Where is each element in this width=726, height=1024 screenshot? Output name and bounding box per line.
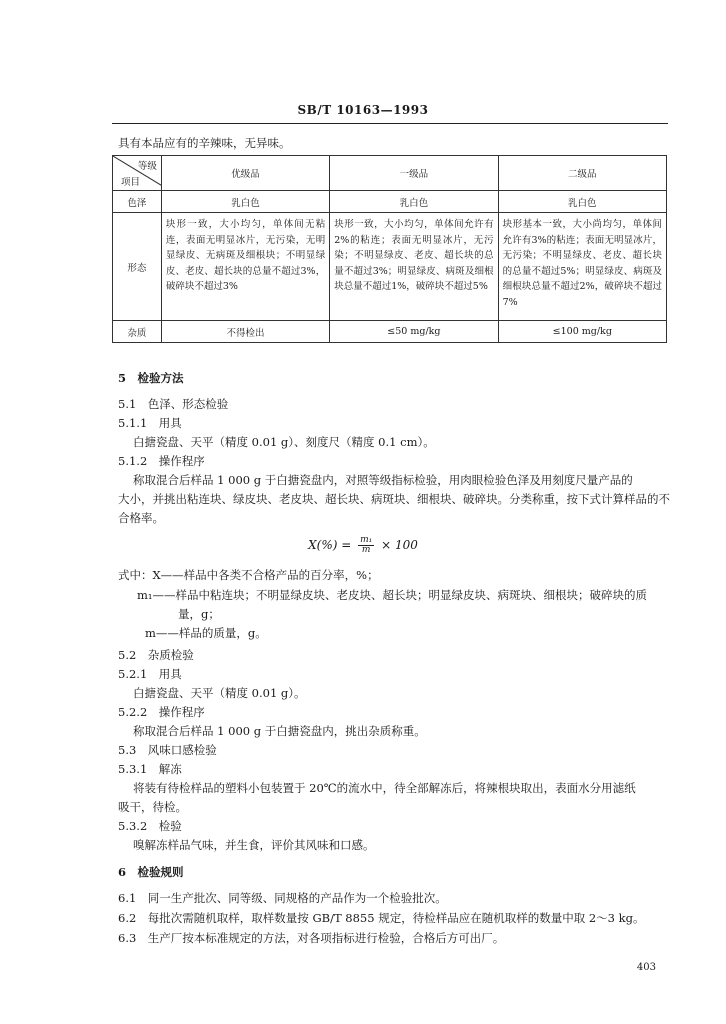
section-5-2-1-heading: 5.2.1 用具: [118, 667, 182, 681]
formula-fraction: [358, 536, 374, 555]
section-5-2-1-text: 白搪瓷盘、天平（精度 0.01 g）。: [133, 686, 306, 700]
section-5-3-heading: 5.3 风味口感检验: [118, 743, 217, 757]
row-label-impurity: 杂质: [113, 321, 162, 343]
formula-lhs: X(%) =: [308, 538, 352, 552]
grade-header-second: 二级品: [498, 156, 666, 191]
table-cell: 块形基本一致，大小尚均匀，单体间允许有3%的粘连；表面无明显冰片，无污染；不明显绿皮、老皮、超长块的总量不超过5%；明显绿皮、病斑及细根块总量不超过2%，破碎块不超过7%: [498, 213, 666, 321]
grade-header-first: 一级品: [330, 156, 498, 191]
table-cell: 块形一致，大小均匀，单体间允许有2%的粘连；表面无明显冰片，无污染；不明显绿皮、老皮、超长块的总量不超过3%；明显绿皮、病斑及细根块总量不超过1%，破碎块不超过5%: [330, 213, 498, 321]
table-cell: 不得检出: [161, 321, 329, 343]
section-5-1-2-text-line1: 称取混合后样品 1 000 g 于白搪瓷盘内，对照等级指标检验，用肉眼检验色泽及用刻度尺量产品的: [133, 473, 633, 487]
section-5-1-2-text-line2: 大小，并挑出粘连块、绿皮块、老皮块、超长块、病斑块、细根块、破碎块。分类称重，按下式计算样品的不: [118, 492, 670, 506]
header-rule: [112, 123, 668, 124]
grade-header-premium: 优级品: [161, 156, 329, 191]
section-5-heading: 5 检验方法: [118, 371, 184, 385]
section-6-heading: 6 检验规则: [118, 865, 184, 879]
section-5-3-1-heading: 5.3.1 解冻: [118, 762, 182, 776]
table-cell: 乳白色: [498, 191, 666, 213]
page-number: 403: [636, 962, 656, 973]
section-5-1-2-heading: 5.1.2 操作程序: [118, 454, 205, 468]
table-cell: 乳白色: [161, 191, 329, 213]
table-cell: 块形一致，大小均匀，单体间无粘连，表面无明显冰片，无污染，无明显绿皮、无病斑及细根块；不明显绿皮、老皮、超长块的总量不超过3%，破碎块不超过3%: [161, 213, 329, 321]
section-5-2-2-text: 称取混合后样品 1 000 g 于白搪瓷盘内，挑出杂质称重。: [133, 724, 426, 738]
formula-denominator: m: [361, 545, 371, 555]
document-header: SB/T 10163—1993: [297, 103, 429, 117]
corner-item-label: 项目: [121, 177, 141, 188]
section-6-1-text: 6.1 同一生产批次、同等级、同规格的产品作为一个检验批次。: [118, 891, 447, 905]
section-5-1-1-heading: 5.1.1 用具: [118, 416, 182, 430]
where-m1-line1: m₁——样品中粘连块；不明显绿皮块、老皮块、超长块；明显绿皮块、病斑块、细根块；破碎块的质: [137, 588, 648, 602]
formula-numerator: m₁: [360, 535, 373, 545]
section-6-2-text: 6.2 每批次需随机取样，取样数量按 GB/T 8855 规定，待检样品应在随机取样的数量中取 2～3 kg。: [118, 911, 645, 925]
formula-rhs: × 100: [381, 538, 418, 552]
section-5-3-2-heading: 5.3.2 检验: [118, 819, 182, 833]
section-5-3-1-text-line2: 吸干，待检。: [118, 800, 187, 814]
row-label-color: 色泽: [113, 191, 162, 213]
section-5-3-1-text-line1: 将装有待检样品的塑料小包装置于 20℃的流水中，待全部解冻后，将辣根块取出，表面水分用滤纸: [133, 781, 636, 795]
table-cell: ≤50 mg/kg: [330, 321, 498, 343]
corner-grade-label: 等级: [137, 161, 157, 172]
table-corner-cell: [113, 156, 162, 191]
table-cell: 乳白色: [330, 191, 498, 213]
grade-table: [112, 155, 667, 343]
formula: [0, 536, 726, 555]
where-m: m——样品的质量，g。: [145, 626, 267, 640]
section-5-1-2-text-line3: 合格率。: [118, 511, 164, 525]
row-label-shape: 形态: [113, 213, 162, 321]
section-6-3-text: 6.3 生产厂按本标准规定的方法，对各项指标进行检验，合格后方可出厂。: [118, 931, 505, 945]
where-x: 式中：X——样品中各类不合格产品的百分率，%；: [118, 568, 379, 582]
section-5-1-heading: 5.1 色泽、形态检验: [118, 397, 229, 411]
section-5-2-2-heading: 5.2.2 操作程序: [118, 705, 205, 719]
section-5-3-2-text: 嗅解冻样品气味，并生食，评价其风味和口感。: [133, 838, 375, 852]
table-cell: ≤100 mg/kg: [498, 321, 666, 343]
where-m1-line2: 量，g；: [178, 607, 220, 621]
section-5-2-heading: 5.2 杂质检验: [118, 648, 194, 662]
intro-line: 具有本品应有的辛辣味，无异味。: [118, 136, 291, 150]
section-5-1-1-text: 白搪瓷盘、天平（精度 0.01 g）、刻度尺（精度 0.1 cm）。: [133, 435, 435, 449]
